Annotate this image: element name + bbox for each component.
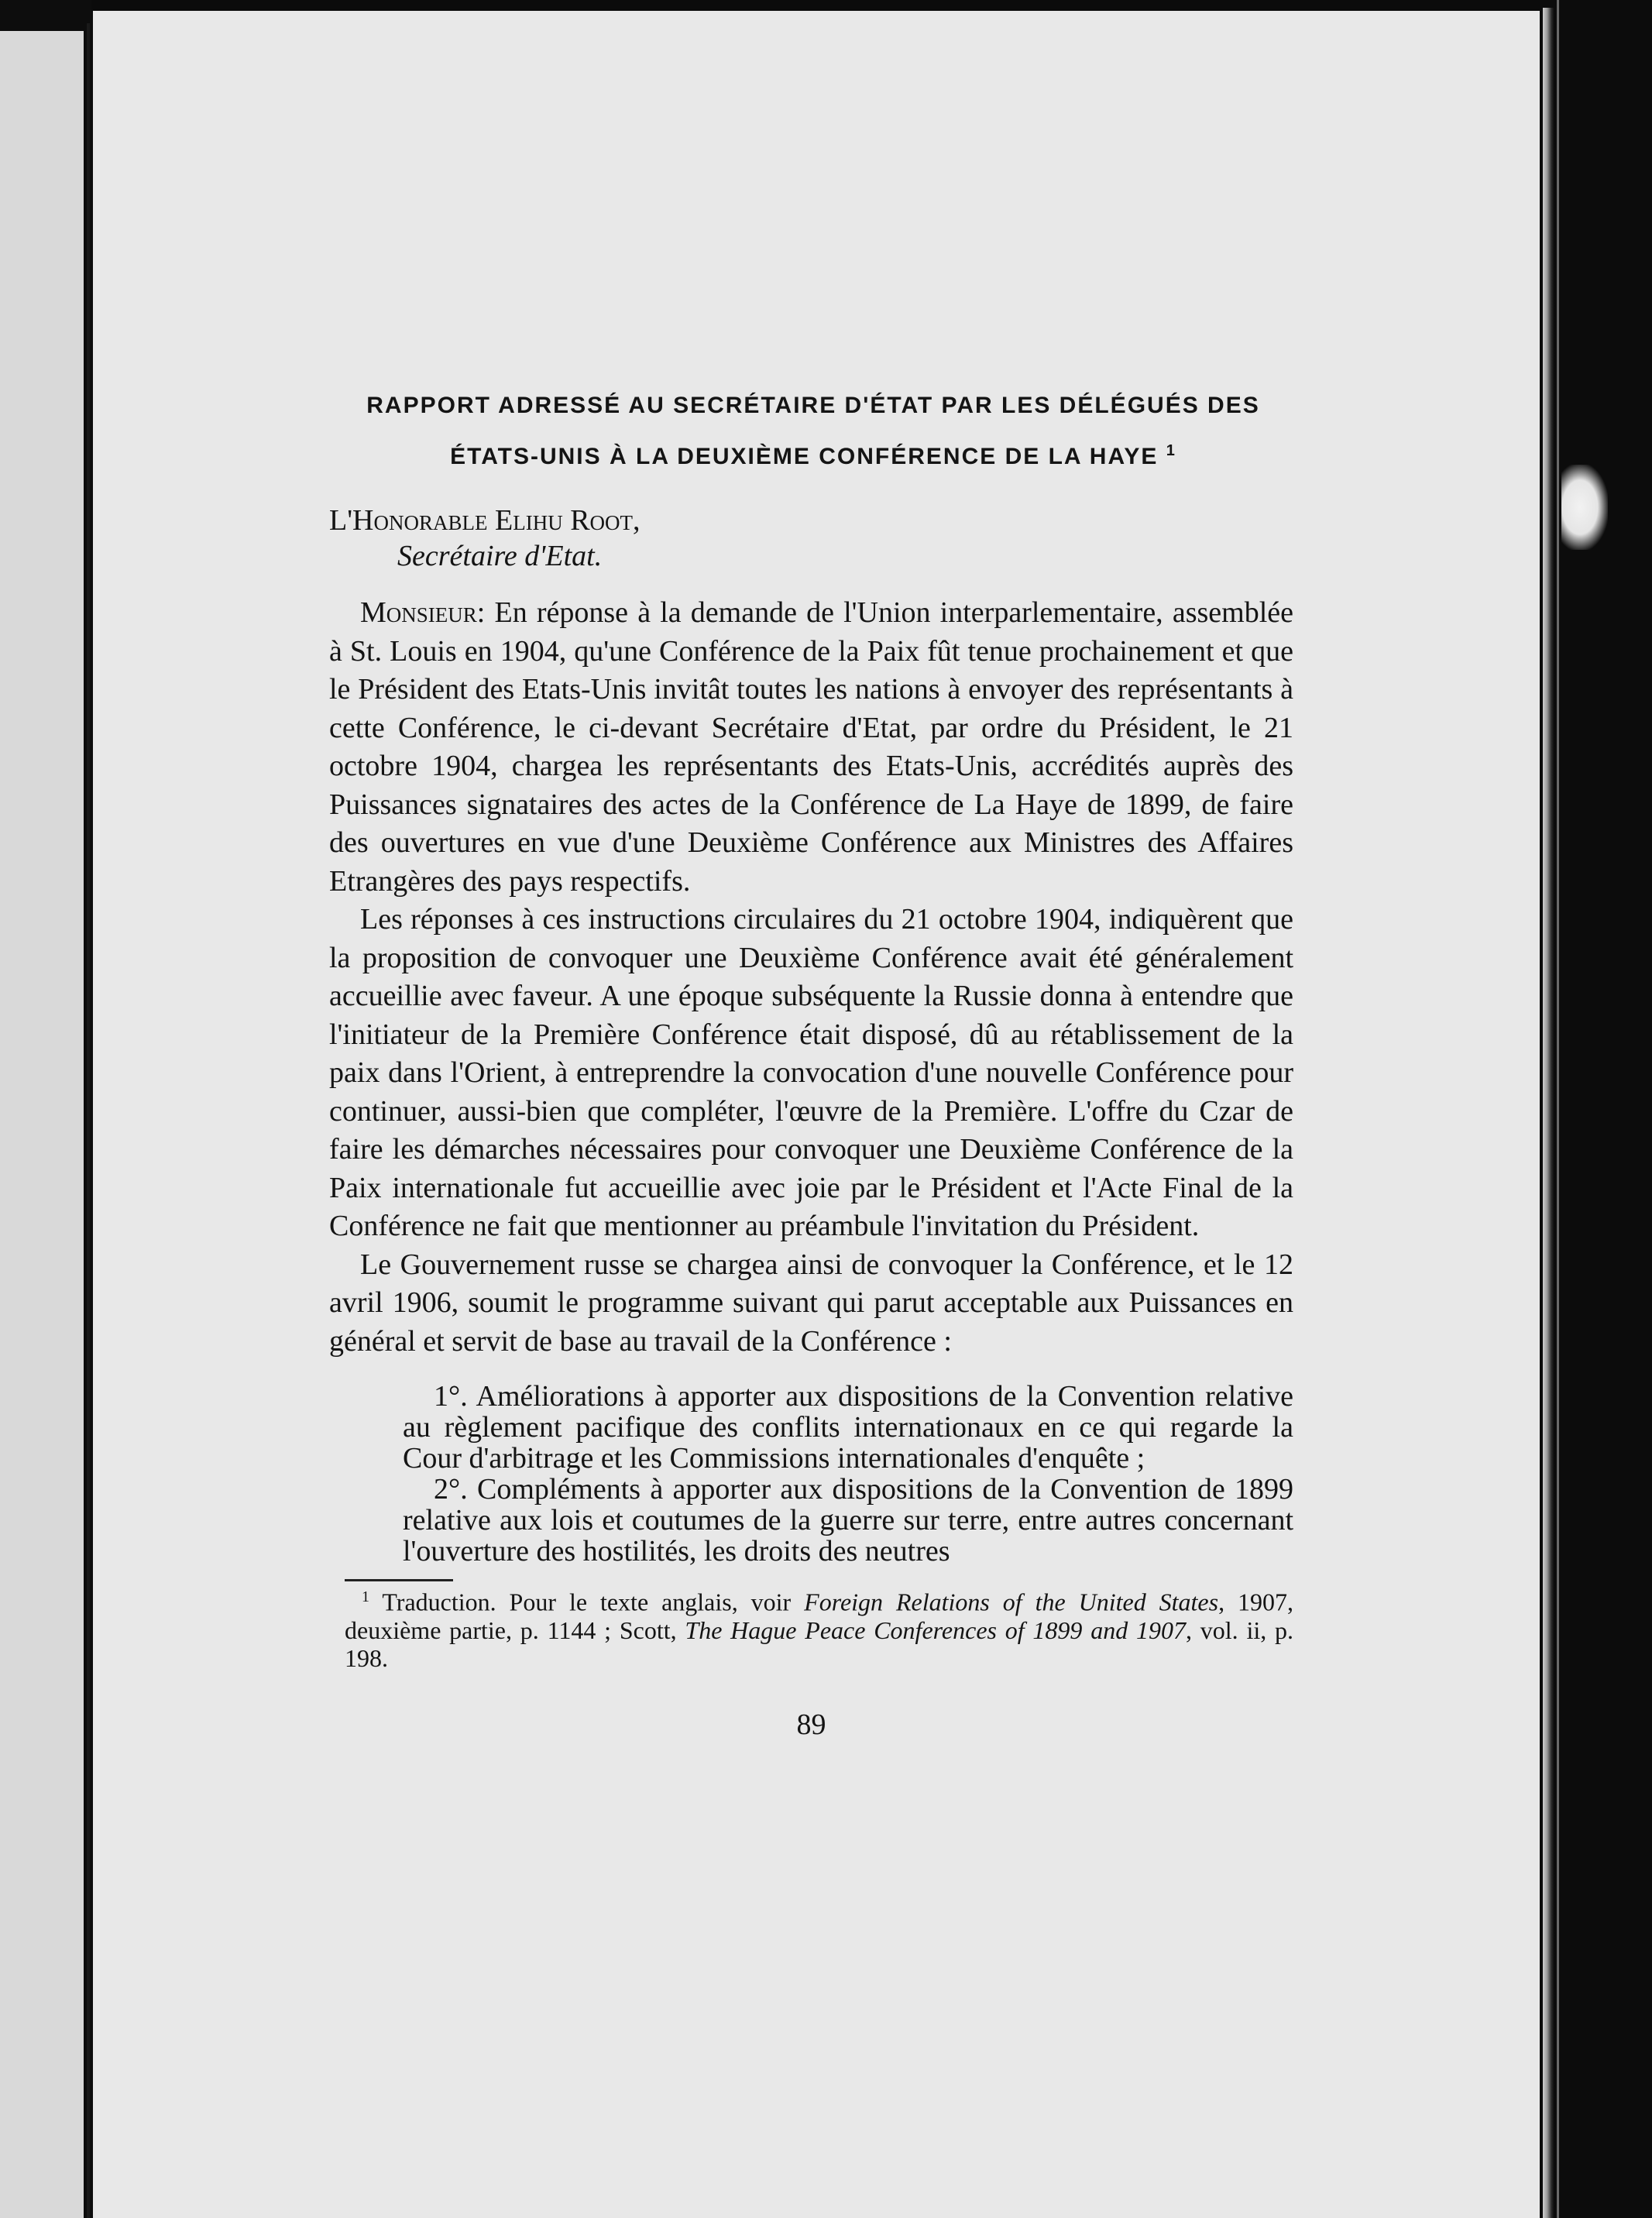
- paragraph-1-text: : En réponse à la demande de l'Union interparlementaire, assemblée à St. Louis en 1904, qu'une Conférence de la Paix fût tenue prochainement et que le Président des Etats-Unis invitât toutes les nations à envoyer des représentants à cette Conférence, le ci-devant Secrétaire d'Etat, par ordre du Président, le 21 octobre 1904, chargea les représentants des Etats-Unis, accrédités auprès des Puissances signataires des actes de la Conférence de La Haye de 1899, de faire des ouvertures en vue d'une Deuxième Conférence aux Ministres des Affaires Etrangères des pays respectifs.: [329, 596, 1293, 898]
- previous-page-edge: [0, 31, 84, 2218]
- footnote-italic-b: The Hague Peace Conferences of 1899 and 1907: [685, 1615, 1186, 1644]
- page-number: 89: [796, 1708, 826, 1741]
- paragraph-1: [329, 594, 1293, 901]
- addressee-role: Secrétaire d'Etat.: [397, 540, 603, 572]
- paragraph-2: Les réponses à ces instructions circulaires du 21 octobre 1904, indiquèrent que la proposition de convoquer une Deuxième Conférence avait été généralement accueillie avec faveur. A une époque subséquente la Russie donna à entendre que l'initiateur de la Première Conférence était disposé, dû au rétablissement de la paix dans l'Orient, à entreprendre la convocation d'une nouvelle Conférence pour continuer, aussi-bien que compléter, l'œuvre de la Première. L'offre du Czar de faire les démarches nécessaires pour convoquer une Deuxième Conférence de la Paix internationale fut accueillie avec joie par le Président et l'Acte Final de la Conférence ne fait que mentionner au préambule l'invitation du Président.: [329, 903, 1293, 1242]
- paper-tab-scrap: [1561, 465, 1608, 550]
- page-gutter-line: [87, 23, 90, 2218]
- addressee-name: L'Honorable Elihu Root,: [329, 504, 641, 537]
- salutation: Monsieur: [360, 596, 477, 629]
- footnote-text-c: , vol. ii, p. 198.: [345, 1615, 1294, 1672]
- right-scan-line: [1557, 0, 1559, 2218]
- footnote-mark: 1: [362, 1588, 369, 1605]
- page-right-edge: [1543, 8, 1554, 2218]
- program-list: [403, 1381, 1293, 1567]
- program-item-1: 1°. Améliorations à apporter aux dispositions de la Convention relative au règlement pacifique des conflits internationaux en ce qui regarde la Cour d'arbitrage et les Commissions internationales d'enquête ;: [403, 1380, 1293, 1475]
- footnote-text-b: , 1907, deuxième partie, p. 1144 ; Scott,: [345, 1588, 1294, 1644]
- footnote-italic-a: Foreign Relations of the United States: [804, 1588, 1219, 1616]
- program-item-2: 2°. Compléments à apporter aux dispositions de la Convention de 1899 relative aux lois et coutumes de la guerre sur terre, entre autres concernant l'ouverture des hostilités, les droits des neutres: [403, 1473, 1293, 1567]
- report-title: [314, 383, 1313, 479]
- report-title-line-1: RAPPORT ADRESSÉ AU SECRÉTAIRE D'ÉTAT PAR LES DÉLÉGUÉS DES: [366, 393, 1260, 418]
- footnote: [345, 1583, 1293, 1672]
- addressee-block: [329, 503, 1293, 574]
- page-content: [329, 383, 1293, 1742]
- footnote-rule: [345, 1579, 453, 1581]
- report-title-line-2: ÉTATS-UNIS À LA DEUXIÈME CONFÉRENCE DE LA HAYE $^1$: [450, 442, 1176, 469]
- paragraph-3: Le Gouvernement russe se chargea ainsi de convoquer la Conférence, et le 12 avril 1906, soumit le programme suivant qui parut acceptable aux Puissances en général et servit de base au travail de la Conférence :: [329, 1248, 1293, 1358]
- footnote-text-a: Traduction. Pour le texte anglais, voir: [382, 1588, 805, 1616]
- title-footnote-mark: 1: [1166, 442, 1176, 459]
